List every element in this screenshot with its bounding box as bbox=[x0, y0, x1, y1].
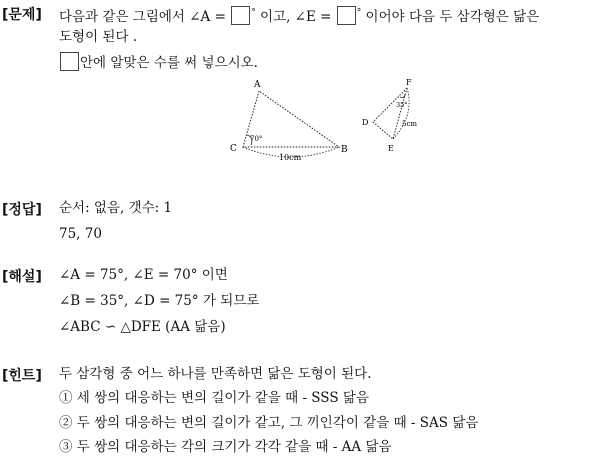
problem-text-b: 이고, ∠E = bbox=[260, 9, 332, 25]
degree-mark-A: ° bbox=[251, 8, 256, 18]
degree-mark-E: ° bbox=[356, 8, 362, 18]
vertex-A: A bbox=[254, 80, 261, 90]
explanation-line-3: ∠ABC ∽ △DFE (AA 닮음) bbox=[59, 319, 226, 335]
angle-F-label: 35° bbox=[396, 101, 408, 109]
similar-triangles-figure bbox=[220, 75, 440, 165]
vertex-C: C bbox=[230, 144, 237, 154]
vertex-F: F bbox=[406, 78, 412, 87]
answer-line-1: 순서: 없음, 갯수: 1 bbox=[59, 200, 173, 216]
vertex-D: D bbox=[362, 118, 369, 127]
answer-line-2: 75, 70 bbox=[59, 226, 102, 242]
explanation-tag: [해설] bbox=[2, 269, 42, 285]
explanation-line-2: ∠B = 35°, ∠D = 75° 가 되므로 bbox=[59, 293, 260, 309]
angle-arc-F bbox=[400, 95, 405, 98]
vertex-E: E bbox=[388, 144, 394, 153]
side-CB-label: 10cm bbox=[279, 153, 302, 162]
problem-line-2: 도형이 된다 . bbox=[59, 29, 138, 45]
explanation-line-1: ∠A = 75°, ∠E = 70° 이면 bbox=[59, 267, 228, 283]
angle-C-label: 70° bbox=[250, 135, 263, 143]
vertex-B: B bbox=[341, 145, 348, 155]
problem-line-3 bbox=[59, 52, 258, 72]
problem-tag: [문제] bbox=[2, 7, 42, 23]
side-FE-label: 5cm bbox=[402, 120, 418, 128]
answer-tag: [정답] bbox=[2, 202, 42, 218]
problem-line-1 bbox=[59, 4, 539, 26]
problem-text-3: 안에 알맞은 수를 써 넣으시오. bbox=[80, 55, 258, 71]
answer-box-E[interactable] bbox=[337, 6, 356, 25]
hint-line-2: ① 세 쌍의 대응하는 변의 길이가 같을 때 - SSS 닮음 bbox=[59, 390, 369, 406]
answer-box-A[interactable] bbox=[231, 6, 250, 25]
blank-box-icon bbox=[60, 52, 79, 71]
hint-line-4: ③ 두 쌍의 대응하는 각의 크기가 각각 같을 때 - AA 닮음 bbox=[59, 439, 392, 455]
hint-line-3: ② 두 쌍의 대응하는 변의 길이가 같고, 그 끼인각이 같을 때 - SAS 닮음 bbox=[59, 415, 479, 431]
problem-text-c: 이어야 다음 두 삼각형은 닮은 bbox=[365, 9, 540, 25]
problem-text-a: 다음과 같은 그림에서 ∠A = bbox=[59, 9, 226, 25]
hint-line-1: 두 삼각형 중 어느 하나를 만족하면 닮은 도형이 된다. bbox=[59, 366, 372, 382]
hint-tag: [힌트] bbox=[2, 368, 42, 384]
triangle-DEF bbox=[373, 88, 407, 139]
